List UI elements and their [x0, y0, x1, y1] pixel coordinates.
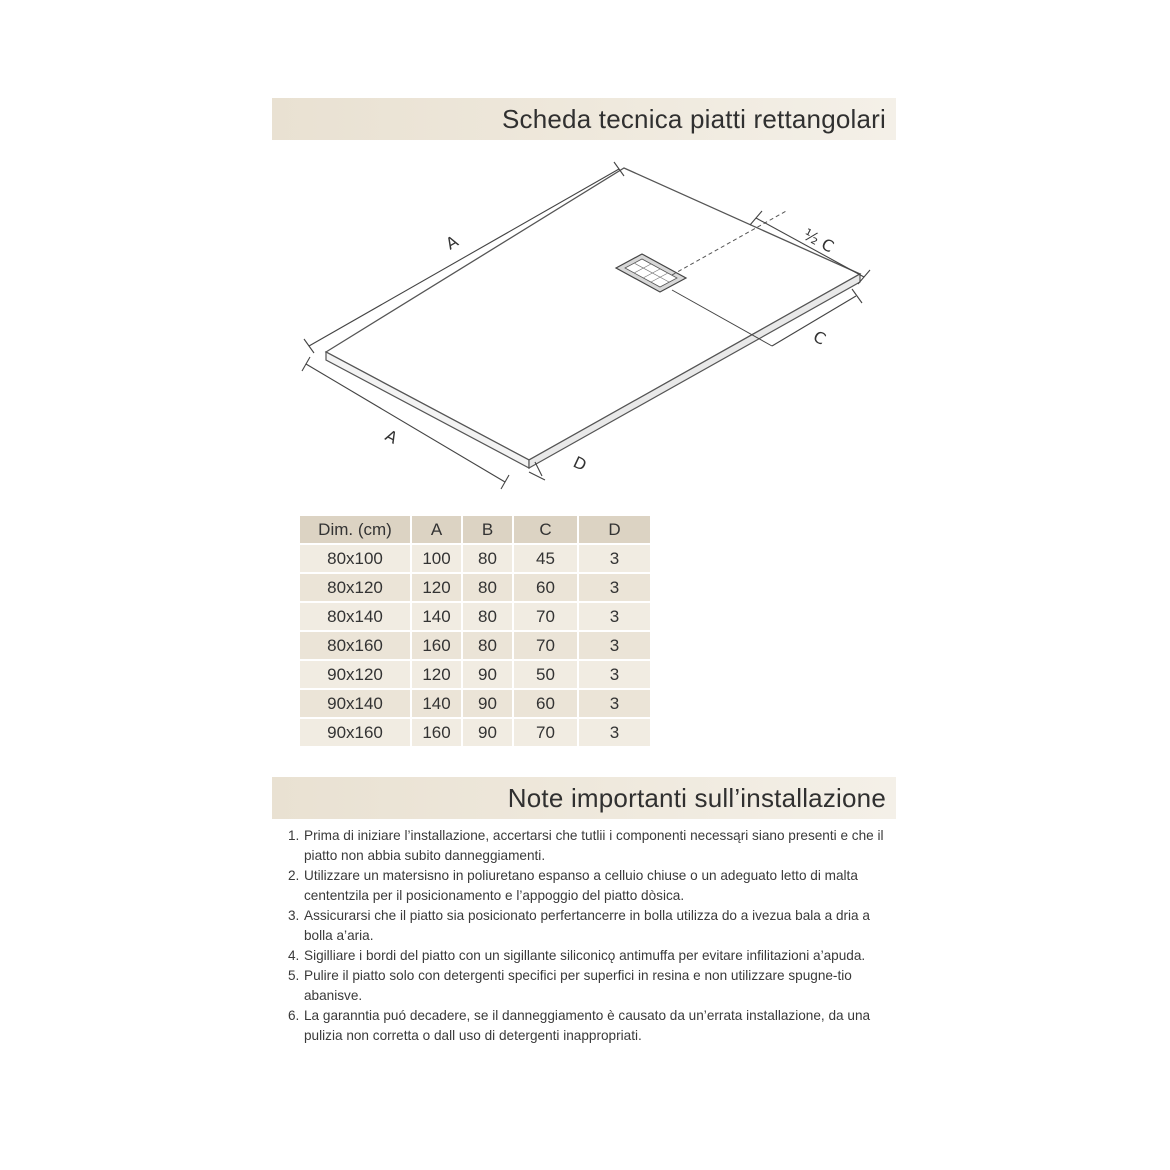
note-text: Assicurarsi che il piatto sia posicionato perfertancerre in bolla utilizza do a ivezua bala a dria a bolla a’aria.	[304, 908, 870, 943]
table-row	[300, 661, 650, 688]
tray-top-surface	[326, 168, 860, 460]
notes-title: Note importanti sull’installazione	[507, 782, 886, 813]
cell: 80x100	[300, 545, 410, 572]
list-item	[288, 946, 888, 966]
cell: 60	[514, 690, 577, 717]
note-number: 5.	[288, 968, 300, 983]
cell: 90	[463, 719, 512, 746]
cell: 70	[514, 603, 577, 630]
cell: 3	[579, 632, 650, 659]
table-header-row	[300, 516, 650, 543]
note-number: 1.	[288, 828, 300, 843]
notes-banner	[272, 777, 896, 819]
label-a-top: A	[442, 231, 462, 254]
title-banner	[272, 98, 896, 140]
cell: 80	[463, 603, 512, 630]
table-row	[300, 545, 650, 572]
cell: 80x120	[300, 574, 410, 601]
label-d: D	[570, 452, 590, 475]
table-row	[300, 690, 650, 717]
page-title: Scheda tecnica piatti rettangolari	[501, 103, 886, 134]
cell: 3	[579, 719, 650, 746]
cell: 3	[579, 603, 650, 630]
label-half-c: ½ C	[800, 224, 838, 257]
note-text: Sigilliare i bordi del piatto con un sigillante siliconicǫ antimuffa per evitare infilitazioni a’apuda.	[304, 948, 866, 963]
cell: 80	[463, 574, 512, 601]
note-number: 2.	[288, 868, 300, 883]
table-row	[300, 719, 650, 746]
list-item	[288, 826, 888, 866]
cell: 80x160	[300, 632, 410, 659]
note-text: Prima di iniziare l’installazione, accertarsi che tutlii i componenti necessąri siano presenti e che il piatto non abbia subito danneggiamenti.	[304, 828, 884, 863]
list-item	[288, 866, 888, 906]
cell: 80	[463, 632, 512, 659]
cell: 160	[412, 719, 461, 746]
cell: 80	[463, 545, 512, 572]
cell: 3	[579, 690, 650, 717]
list-item	[288, 906, 888, 946]
cell: 140	[412, 603, 461, 630]
cell: 3	[579, 545, 650, 572]
table-row	[300, 603, 650, 630]
cell: 70	[514, 719, 577, 746]
cell: 60	[514, 574, 577, 601]
cell: 45	[514, 545, 577, 572]
cell: 70	[514, 632, 577, 659]
header-b: B	[463, 516, 512, 543]
cell: 90x140	[300, 690, 410, 717]
cell: 50	[514, 661, 577, 688]
label-c: C	[810, 326, 829, 349]
header-dim: Dim. (cm)	[300, 516, 410, 543]
note-number: 3.	[288, 908, 300, 923]
table-row	[300, 632, 650, 659]
table-row	[300, 574, 650, 601]
cell: 90x120	[300, 661, 410, 688]
cell: 3	[579, 574, 650, 601]
installation-notes-list	[288, 826, 888, 1046]
note-number: 6.	[288, 1008, 300, 1023]
list-item	[288, 966, 888, 1006]
cell: 90x160	[300, 719, 410, 746]
cell: 80x140	[300, 603, 410, 630]
list-item	[288, 1006, 888, 1046]
cell: 90	[463, 690, 512, 717]
note-text: Pulire il piatto solo con detergenti specifici per superfici in resina e non utilizzare spugne-tio abanisve.	[304, 968, 852, 1003]
dimensions-table	[298, 514, 652, 748]
header-a: A	[412, 516, 461, 543]
cell: 120	[412, 661, 461, 688]
note-number: 4.	[288, 948, 300, 963]
shower-tray-diagram	[280, 150, 900, 500]
header-d: D	[579, 516, 650, 543]
cell: 140	[412, 690, 461, 717]
header-c: C	[514, 516, 577, 543]
cell: 160	[412, 632, 461, 659]
cell: 120	[412, 574, 461, 601]
note-text: La garanntia puó decadere, se il danneggiamento è causato da un’errata installazione, da una pulizia non corretta o dall uso di detergenti inappropriati.	[304, 1008, 871, 1043]
note-text: Utilizzare un matersisno in poliuretano espanso a celluio chiuse o un adeguato letto di malta cententzila per il posicionamento e l’appoggio del piatto dòsica.	[304, 868, 858, 903]
cell: 100	[412, 545, 461, 572]
label-a-front: A	[382, 425, 401, 448]
cell: 3	[579, 661, 650, 688]
cell: 90	[463, 661, 512, 688]
